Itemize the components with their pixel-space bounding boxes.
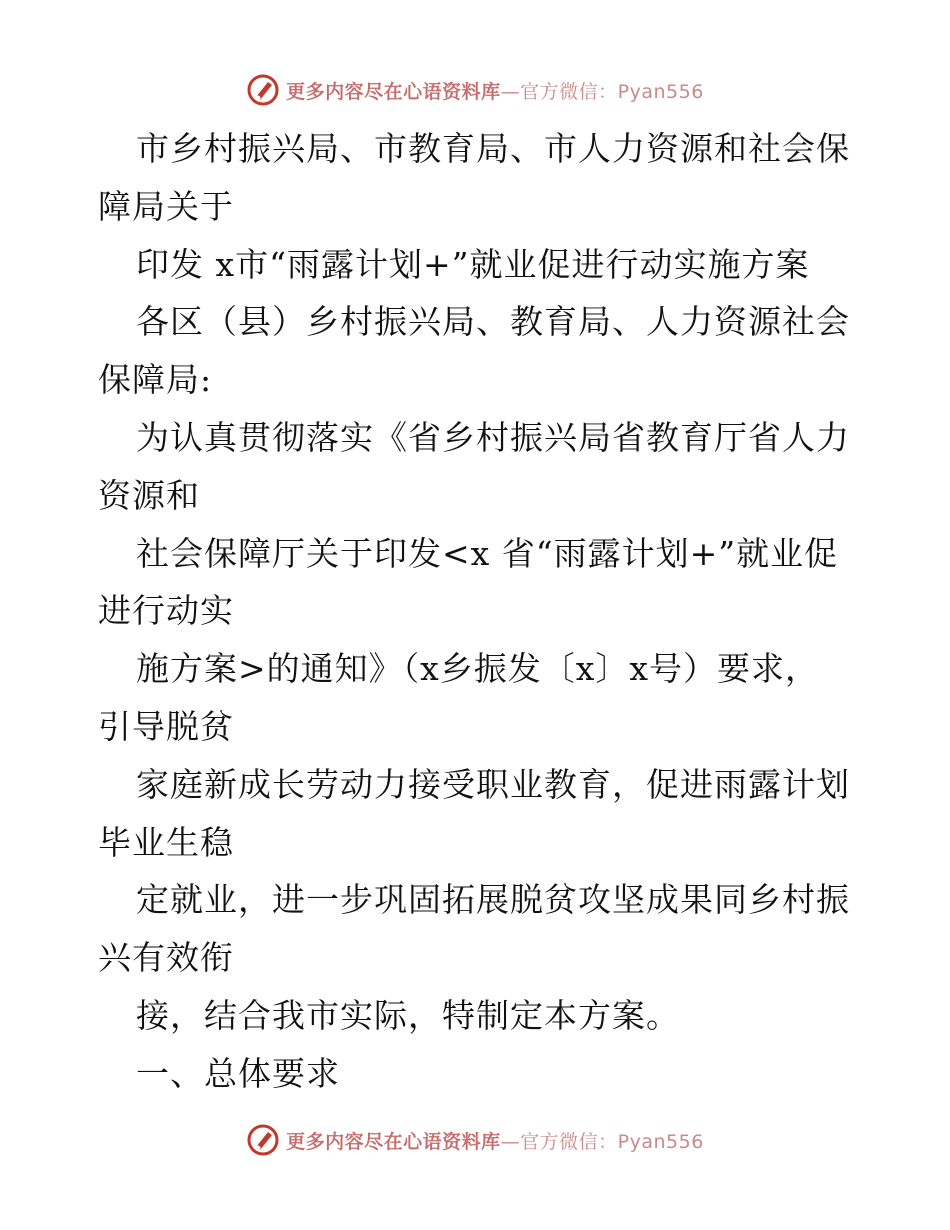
- banner-text: [286, 77, 704, 104]
- doc-line: 印发 x市“雨露计划+”就业促进行动实施方案: [136, 244, 810, 284]
- banner-contact-text: 官方微信：Pyan556: [520, 1130, 704, 1153]
- document-body: [98, 120, 858, 1103]
- banner-contact-text: 官方微信：Pyan556: [520, 80, 704, 103]
- doc-line: 障局关于: [98, 186, 234, 226]
- footer-watermark-banner: [0, 1120, 950, 1160]
- doc-line: 市乡村振兴局、市教育局、市人力资源和社会保: [136, 129, 850, 168]
- doc-line: 各区（县）乡村振兴局、教育局、人力资源社会: [136, 302, 850, 342]
- doc-line: 为认真贯彻落实《省乡村振兴局省教育厅省人力: [136, 417, 850, 457]
- pen-logo-icon: [246, 73, 280, 107]
- pen-logo-icon: [246, 1123, 280, 1157]
- section-heading: 一、总体要求: [136, 1053, 340, 1093]
- doc-line: 社会保障厅关于印发<x 省“雨露计划+”就业促: [136, 533, 839, 573]
- banner-main-text: 更多内容尽在心语资料库: [286, 80, 501, 103]
- doc-line: 进行动实: [98, 591, 234, 631]
- doc-line: 保障局:: [98, 360, 213, 400]
- doc-line: 定就业，进一步巩固拓展脱贫攻坚成果同乡村振: [136, 880, 850, 920]
- doc-line: 毕业生稳: [98, 822, 234, 862]
- banner-text: [286, 1127, 704, 1154]
- banner-dash: —: [500, 80, 521, 103]
- header-watermark-banner: [0, 70, 950, 110]
- banner-dash: —: [500, 1130, 521, 1153]
- doc-line: 引导脱贫: [98, 706, 234, 746]
- doc-line: 接，结合我市实际，特制定本方案。: [136, 995, 680, 1035]
- doc-line: 兴有效衔: [98, 938, 234, 978]
- banner-main-text: 更多内容尽在心语资料库: [286, 1130, 501, 1153]
- doc-line: 家庭新成长劳动力接受职业教育，促进雨露计划: [136, 764, 850, 804]
- doc-line: 施方案>的通知》（x乡振发〔x〕x号）要求，: [136, 649, 819, 689]
- doc-line: 资源和: [98, 475, 200, 515]
